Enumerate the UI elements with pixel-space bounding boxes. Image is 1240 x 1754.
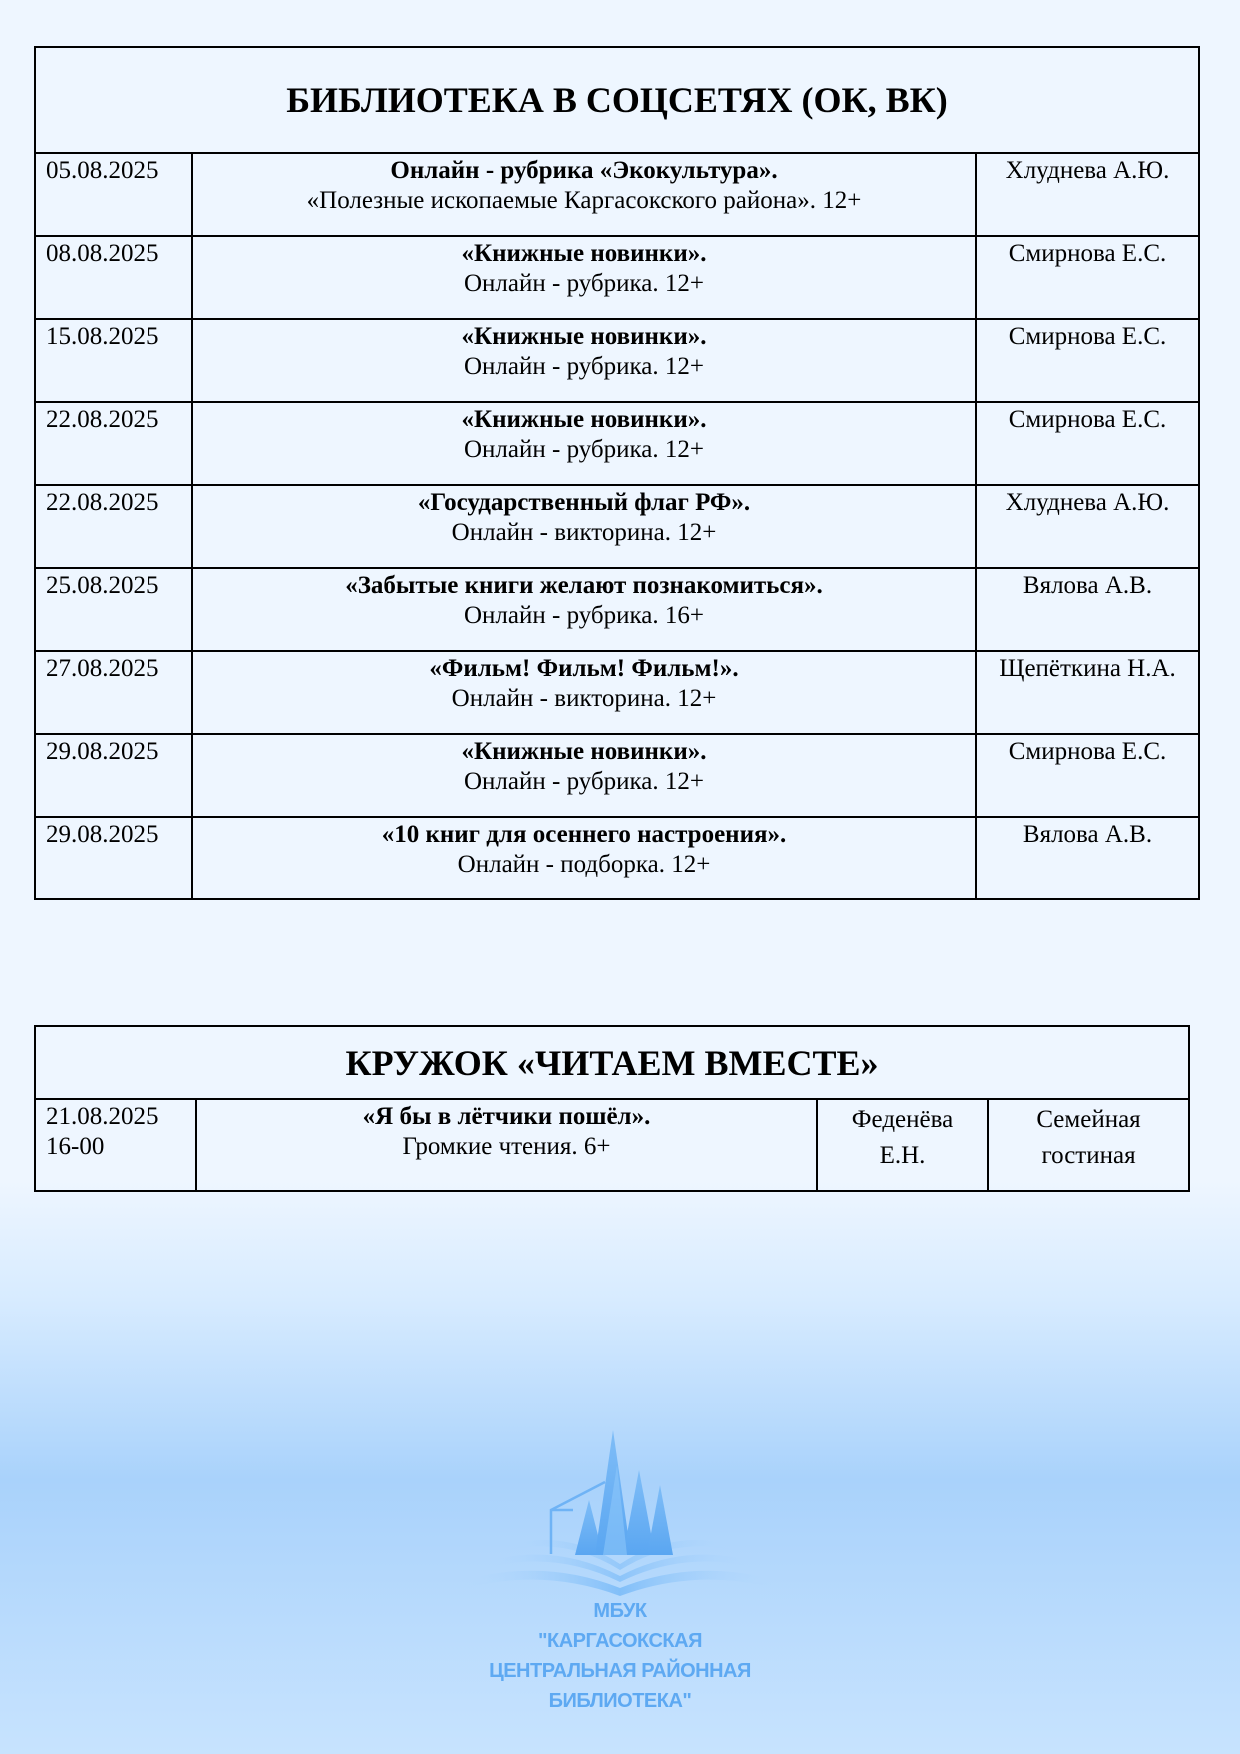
event-responsible: Щепёткина Н.А. [976, 651, 1199, 734]
event-subtitle: Онлайн - рубрика. 16+ [464, 602, 704, 629]
table-row [35, 153, 1199, 236]
logo-text-line: ЦЕНТРАЛЬНАЯ РАЙОННАЯ [489, 1660, 751, 1682]
social-media-events-table [34, 46, 1200, 900]
event-responsible: Смирнова Е.С. [976, 402, 1199, 485]
event-date-cell [35, 1099, 196, 1191]
table-row [35, 402, 1199, 485]
section-title: БИБЛИОТЕКА В СОЦСЕТЯХ (ОК, ВК) [35, 47, 1199, 153]
event-cell [196, 1099, 817, 1191]
event-subtitle: Онлайн - рубрика. 12+ [464, 768, 704, 795]
event-responsible: Хлуднева А.Ю. [976, 153, 1199, 236]
event-date: 29.08.2025 [35, 817, 192, 899]
section-title: КРУЖОК «ЧИТАЕМ ВМЕСТЕ» [35, 1026, 1189, 1099]
event-responsible: Хлуднева А.Ю. [976, 485, 1199, 568]
logo-text-line: БИБЛИОТЕКА" [548, 1690, 692, 1712]
event-cell [192, 153, 976, 236]
event-cell [192, 319, 976, 402]
event-title: «Книжные новинки». [461, 738, 707, 765]
event-date: 25.08.2025 [35, 568, 192, 651]
table-row [35, 485, 1199, 568]
event-date: 08.08.2025 [35, 236, 192, 319]
event-date: 22.08.2025 [35, 485, 192, 568]
library-logo-text [455, 1596, 785, 1716]
logo-text-line: МБУК [593, 1600, 647, 1622]
event-cell [192, 817, 976, 899]
event-cell [192, 734, 976, 817]
event-responsible: Смирнова Е.С. [976, 734, 1199, 817]
event-title: «Забытые книги желают познакомиться». [345, 572, 823, 599]
event-responsible: Вялова А.В. [976, 817, 1199, 899]
table-row [35, 319, 1199, 402]
table-row [35, 236, 1199, 319]
event-title: «Я бы в лётчики пошёл». [362, 1103, 651, 1130]
event-title: «Книжные новинки». [461, 323, 707, 350]
event-date: 27.08.2025 [35, 651, 192, 734]
event-title: «Книжные новинки». [461, 240, 707, 267]
event-date: 29.08.2025 [35, 734, 192, 817]
event-place: Семейная гостиная [988, 1099, 1189, 1191]
logo-text-line: "КАРГАСОКСКАЯ [538, 1630, 702, 1652]
table-row [35, 817, 1199, 899]
event-subtitle: «Полезные ископаемые Каргасокского района». 12+ [306, 187, 862, 214]
event-subtitle: Громкие чтения. 6+ [402, 1133, 611, 1160]
event-title: «Фильм! Фильм! Фильм!». [429, 655, 739, 682]
event-responsible: Вялова А.В. [976, 568, 1199, 651]
event-subtitle: Онлайн - рубрика. 12+ [464, 353, 704, 380]
event-cell [192, 402, 976, 485]
table-row [35, 651, 1199, 734]
event-date: 22.08.2025 [35, 402, 192, 485]
event-subtitle: Онлайн - викторина. 12+ [451, 685, 717, 712]
event-responsible: Смирнова Е.С. [976, 319, 1199, 402]
event-subtitle: Онлайн - подборка. 12+ [457, 851, 711, 878]
table-row [35, 1099, 1189, 1191]
event-subtitle: Онлайн - рубрика. 12+ [464, 436, 704, 463]
event-cell [192, 485, 976, 568]
event-responsible: Феденёва Е.Н. [817, 1099, 988, 1191]
event-title: «Государственный флаг РФ». [417, 489, 751, 516]
event-responsible: Смирнова Е.С. [976, 236, 1199, 319]
reading-club-table [34, 1025, 1190, 1192]
event-cell [192, 236, 976, 319]
event-date: 15.08.2025 [35, 319, 192, 402]
event-title: «10 книг для осеннего настроения». [381, 821, 787, 848]
event-date: 05.08.2025 [35, 153, 192, 236]
event-title: Онлайн - рубрика «Экокультура». [390, 157, 778, 184]
table-row [35, 734, 1199, 817]
event-cell [192, 651, 976, 734]
event-time: 16-00 [46, 1133, 105, 1160]
event-title: «Книжные новинки». [461, 406, 707, 433]
table-row [35, 568, 1199, 651]
event-cell [192, 568, 976, 651]
event-date: 21.08.2025 [46, 1103, 159, 1130]
event-subtitle: Онлайн - викторина. 12+ [451, 519, 717, 546]
event-subtitle: Онлайн - рубрика. 12+ [464, 270, 704, 297]
